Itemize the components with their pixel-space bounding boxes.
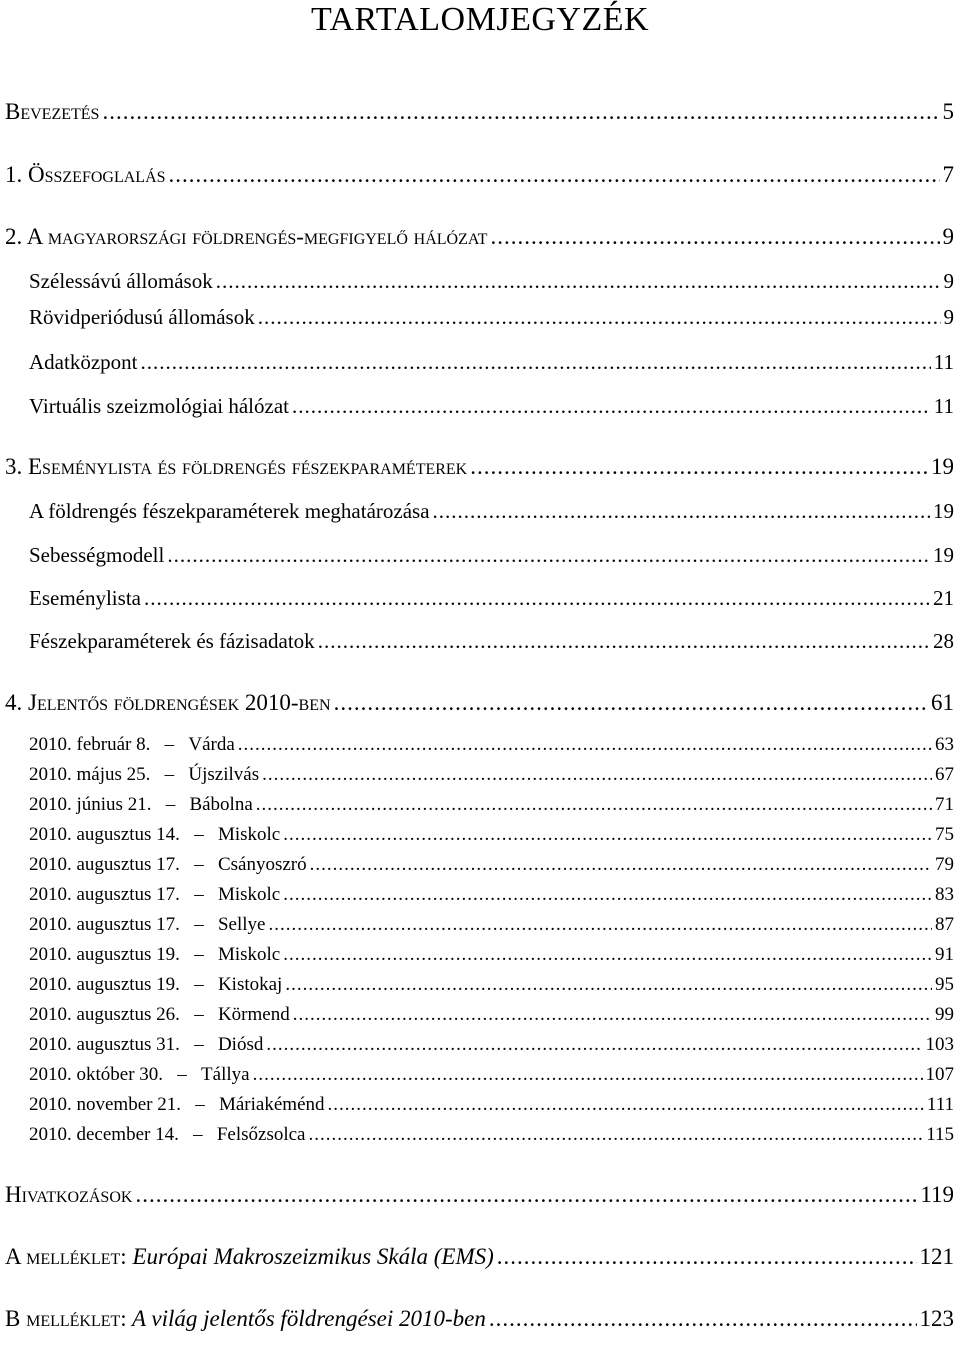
dot-leader (268, 914, 932, 936)
dot-leader (283, 824, 932, 846)
entry-date: 2010. május 25. (29, 764, 151, 785)
entry-date: 2010. augusztus 17. (29, 884, 180, 905)
page-number: 95 (935, 974, 954, 995)
toc-entry-label: Fészekparaméterek és fázisadatok (29, 629, 315, 653)
entry-place: Sellye (217, 914, 266, 935)
dot-leader (266, 1034, 922, 1056)
page-number: 11 (933, 350, 954, 374)
entry-date: 2010. augusztus 17. (29, 854, 180, 875)
toc-entry[interactable] (29, 914, 954, 940)
toc-entry[interactable] (29, 944, 954, 970)
entry-date: 2010. november 21. (29, 1094, 181, 1115)
toc-entry[interactable] (5, 454, 954, 484)
toc-entry-label: Szélessávú állomások (29, 269, 213, 293)
toc-entry-label (29, 944, 280, 966)
dot-leader (283, 944, 932, 966)
entry-date: 2010. augusztus 14. (29, 824, 180, 845)
dot-leader (309, 1124, 924, 1146)
toc-entry-label: A földrengés fészekparaméterek meghatározása (29, 499, 430, 523)
dot-leader (490, 224, 939, 250)
toc-entry[interactable] (29, 499, 954, 527)
toc-entry[interactable] (29, 1034, 954, 1060)
entry-date: 2010. február 8. (29, 734, 151, 755)
entry-place: Máriakéménd (218, 1094, 325, 1115)
page-number: 103 (925, 1034, 954, 1055)
dot-leader (310, 854, 932, 876)
toc-entry[interactable] (5, 1182, 954, 1212)
dash-separator: – (194, 1004, 204, 1025)
entry-date: 2010. augusztus 31. (29, 1034, 180, 1055)
page-number: 28 (933, 629, 954, 653)
toc-entry[interactable] (29, 854, 954, 880)
entry-place: Kistokaj (217, 974, 283, 995)
dot-leader (497, 1244, 917, 1270)
dot-leader (216, 269, 941, 294)
dot-leader (102, 99, 939, 125)
dot-leader (293, 1004, 932, 1026)
toc-entry-label (29, 1124, 306, 1146)
entry-place: Bábolna (189, 794, 253, 815)
entry-place: Újszilvás (188, 764, 260, 785)
dash-separator: – (194, 974, 204, 995)
toc-entry[interactable] (29, 586, 954, 614)
toc-entry-label (29, 824, 280, 846)
toc-entry[interactable] (29, 764, 954, 790)
dot-leader (318, 629, 930, 654)
dot-leader (167, 543, 930, 568)
dot-leader (292, 394, 931, 419)
appendix-title: A világ jelentős földrengései 2010-ben (126, 1306, 486, 1331)
page-number: 115 (926, 1124, 954, 1145)
toc-entry-label (29, 1064, 250, 1086)
dash-separator: – (164, 734, 175, 755)
toc-entry-label (29, 1004, 290, 1026)
toc-entry[interactable] (5, 1244, 954, 1274)
toc-entry-label: 3. Eseménylista és földrengés fészekparaméterek (5, 454, 468, 479)
page-number: 107 (925, 1064, 954, 1085)
toc-entry-label: 2. A magyarországi földrengés-megfigyelő hálózat (5, 224, 488, 249)
page-number: 123 (919, 1306, 954, 1331)
toc-entry[interactable] (5, 690, 954, 720)
toc-entry[interactable] (29, 1094, 954, 1120)
page-number: 9 (942, 224, 954, 249)
entry-date: 2010. június 21. (29, 794, 152, 815)
appendix-prefix: B melléklet: (5, 1306, 127, 1331)
page-number: 9 (943, 305, 954, 329)
entry-place: Diósd (217, 1034, 264, 1055)
appendix-title: Európai Makroszeizmikus Skála (EMS) (126, 1244, 494, 1269)
entry-place: Miskolc (217, 824, 281, 845)
toc-entry-label (5, 1244, 494, 1270)
appendix-prefix: A melléklet: (5, 1244, 127, 1269)
toc-entry[interactable] (29, 824, 954, 850)
toc-entry[interactable] (29, 1064, 954, 1090)
page-number: 75 (935, 824, 954, 845)
dot-leader (253, 1064, 923, 1086)
dash-separator: – (194, 824, 204, 845)
toc-entry[interactable] (5, 1306, 954, 1336)
toc-entry[interactable] (29, 269, 954, 297)
entry-place: Tállya (201, 1064, 250, 1085)
page-number: 71 (935, 794, 954, 815)
dot-leader (140, 350, 930, 375)
dash-separator: – (177, 1064, 187, 1085)
toc-entry[interactable] (29, 1124, 954, 1150)
page-number: 7 (942, 162, 954, 187)
toc-entry-label: Bevezetés (5, 99, 100, 124)
toc-entry-label (29, 794, 253, 816)
toc-entry[interactable] (29, 305, 954, 333)
page-number: 79 (935, 854, 954, 875)
dash-separator: – (194, 884, 204, 905)
dot-leader (144, 586, 930, 611)
toc-entry-label (29, 734, 235, 756)
dash-separator: – (194, 944, 204, 965)
toc-entry-label: 1. Összefoglalás (5, 162, 166, 187)
toc-entry-label: Sebességmodell (29, 543, 165, 567)
page-number: 5 (942, 99, 954, 124)
dash-separator: – (193, 1124, 203, 1145)
toc-entry-label (29, 974, 282, 996)
toc-entry-label (29, 1034, 263, 1056)
dot-leader (328, 1094, 924, 1116)
toc-entry[interactable] (29, 629, 954, 657)
toc-entry[interactable] (29, 884, 954, 910)
dot-leader (433, 499, 930, 524)
page-number: 87 (935, 914, 954, 935)
dash-separator: – (194, 854, 204, 875)
dot-leader (258, 305, 941, 330)
page-number: 19 (933, 499, 954, 523)
dash-separator: – (195, 1094, 205, 1115)
toc-entry-label (29, 1094, 325, 1116)
toc-entry-label (29, 854, 307, 876)
page-number: 9 (943, 269, 954, 293)
page-number: 83 (935, 884, 954, 905)
toc-entry[interactable] (29, 543, 954, 571)
page-number: 61 (931, 690, 954, 715)
entry-date: 2010. október 30. (29, 1064, 164, 1085)
dash-separator: – (194, 1034, 204, 1055)
page-number: 99 (935, 1004, 954, 1025)
dot-leader (334, 690, 928, 716)
dot-leader (470, 454, 928, 480)
toc-entry[interactable] (5, 162, 954, 192)
toc-entry-label (29, 764, 259, 786)
dot-leader (256, 794, 932, 816)
dot-leader (262, 764, 932, 786)
toc-entry-label: 4. Jelentős földrengések 2010-ben (5, 690, 331, 715)
toc-entry-label (5, 1306, 486, 1332)
dot-leader (285, 974, 932, 996)
entry-place: Várda (188, 734, 235, 755)
dot-leader (489, 1306, 917, 1332)
page-number: 67 (935, 764, 954, 785)
dash-separator: – (165, 794, 176, 815)
entry-date: 2010. augusztus 19. (29, 944, 180, 965)
page-number: 121 (919, 1244, 954, 1269)
toc-entry-label: Virtuális szeizmológiai hálózat (29, 394, 289, 418)
toc-entry-label (29, 914, 265, 936)
toc-entry[interactable] (29, 350, 954, 378)
toc-entry-label: Hivatkozások (5, 1182, 133, 1207)
entry-date: 2010. augusztus 19. (29, 974, 180, 995)
toc-entry[interactable] (5, 99, 954, 129)
dot-leader (135, 1182, 917, 1208)
toc-entry[interactable] (29, 1004, 954, 1030)
page-title: TARTALOMJEGYZÉK (310, 1, 650, 38)
dash-separator: – (194, 914, 204, 935)
toc-entry-label: Rövidperiódusú állomások (29, 305, 255, 329)
dot-leader (238, 734, 932, 756)
page-number: 19 (933, 543, 954, 567)
toc-entry[interactable] (5, 224, 954, 254)
entry-date: 2010. december 14. (29, 1124, 179, 1145)
toc-entry[interactable] (29, 974, 954, 1000)
entry-place: Miskolc (217, 944, 281, 965)
page-number: 21 (933, 586, 954, 610)
page-number: 11 (933, 394, 954, 418)
dot-leader (283, 884, 932, 906)
page-number: 63 (935, 734, 954, 755)
toc-entry[interactable] (29, 394, 954, 422)
toc-entry-label: Adatközpont (29, 350, 138, 374)
page-number: 91 (935, 944, 954, 965)
page-number: 19 (931, 454, 954, 479)
page-number: 119 (920, 1182, 954, 1207)
dot-leader (169, 162, 940, 188)
entry-date: 2010. augusztus 17. (29, 914, 180, 935)
toc-entry[interactable] (29, 734, 954, 760)
entry-place: Körmend (217, 1004, 290, 1025)
page-number: 111 (926, 1094, 954, 1115)
entry-place: Csányoszró (217, 854, 307, 875)
entry-date: 2010. augusztus 26. (29, 1004, 180, 1025)
entry-place: Miskolc (217, 884, 281, 905)
toc-entry[interactable] (29, 794, 954, 820)
toc-entry-label: Eseménylista (29, 586, 141, 610)
toc-entry-label (29, 884, 280, 906)
dash-separator: – (164, 764, 175, 785)
entry-place: Felsőzsolca (216, 1124, 306, 1145)
